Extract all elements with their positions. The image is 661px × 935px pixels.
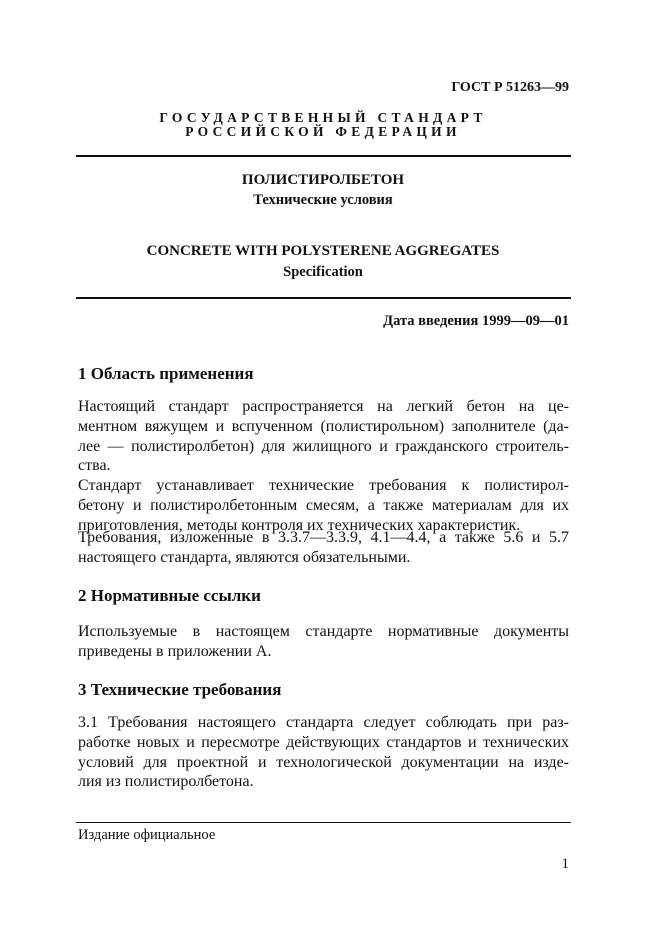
title-divider: [76, 297, 571, 299]
text-line: приготовления, методы контроля их технических характеристик.: [78, 516, 521, 534]
text-line: приведены в приложении А.: [78, 642, 272, 660]
top-divider: [76, 155, 571, 157]
text-line: условий для проектной и технологической документации на изде-: [78, 753, 569, 771]
state-standard-line-2: РОССИЙСКОЙ ФЕДЕРАЦИИ: [185, 124, 461, 139]
section-3-heading: 3 Технические требования: [78, 680, 282, 699]
section-3-paragraph-1: [78, 713, 569, 792]
text-line: лее — полистиролбетон) для жилищного и гражданского строитель-: [78, 437, 569, 455]
text-line: Используемые в настоящем стандарте нормативные документы: [78, 623, 569, 640]
page-number: 1: [561, 856, 569, 872]
state-standard-line-1: ГОСУДАРСТВЕННЫЙ СТАНДАРТ: [159, 110, 487, 125]
edition-note: Издание официальное: [78, 827, 216, 843]
document-subtitle-en: Specification: [283, 264, 363, 280]
section-2-heading: 2 Нормативные ссылки: [78, 586, 261, 605]
text-line: Настоящий стандарт распространяется на легкий бетон на це-: [78, 398, 569, 415]
text-line: ства.: [78, 457, 111, 475]
text-line: 3.1 Требования настоящего стандарта следует соблюдать при раз-: [78, 714, 569, 731]
text-line: ментном вяжущем и вспученном (полистирольном) заполнителе (да-: [78, 417, 569, 435]
footer-divider: [76, 822, 571, 823]
gost-number: ГОСТ Р 51263—99: [451, 80, 569, 95]
section-1-paragraph-1: [78, 397, 569, 476]
section-1-heading: 1 Область применения: [78, 364, 254, 383]
text-line: работке новых и пересмотре действующих стандартов и технических: [78, 733, 569, 751]
section-1-paragraph-3: [78, 528, 569, 568]
text-line: бетону и полистиролбетонным смесям, а также материалам для их: [78, 496, 569, 514]
document-title-en: CONCRETE WITH POLYSTERENE AGGREGATES: [146, 243, 500, 259]
text-line: Стандарт устанавливает технические требования к полистирол-: [78, 477, 569, 494]
introduction-date: Дата введения 1999—09—01: [383, 313, 569, 329]
document-subtitle-ru: Технические условия: [253, 192, 393, 208]
section-1-paragraph-2: [78, 476, 569, 535]
section-2-paragraph-1: [78, 622, 569, 662]
text-line: Требования, изложенные в 3.3.7—3.3.9, 4.1—4.4, а также 5.6 и 5.7: [78, 529, 569, 546]
document-title-ru: ПОЛИСТИРОЛБЕТОН: [241, 172, 405, 188]
text-line: настоящего стандарта, являются обязательными.: [78, 548, 411, 566]
text-line: лия из полистиролбетона.: [78, 773, 254, 791]
